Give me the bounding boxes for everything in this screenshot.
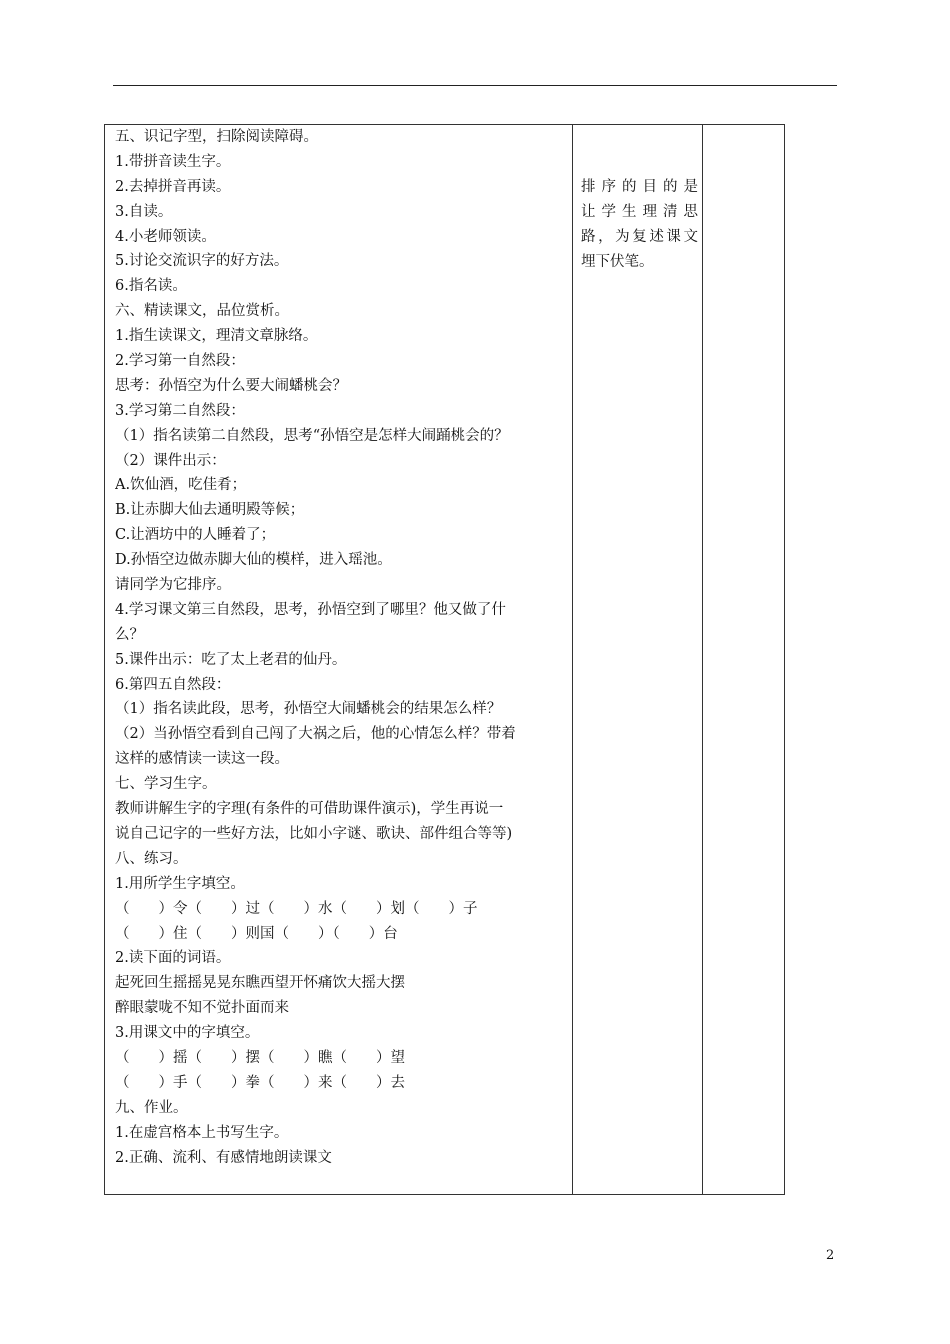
lesson-line: 2.学习第一自然段： (115, 353, 245, 370)
lesson-line: 醉眼蒙咙不知不觉扑面而来 (115, 1000, 289, 1017)
lesson-line: （ ）住（ ）则国（ ）（ ）台 (115, 925, 398, 942)
lesson-line: D.孙悟空边做赤脚大仙的模样，进入瑶池。 (115, 552, 392, 569)
lesson-line: （1）指名读第二自然段，思考“孙悟空是怎样大闹踊桃会的？ (115, 427, 509, 444)
lesson-line: 6.指名读。 (115, 278, 187, 295)
lesson-line: 六、精读课文，品位赏析。 (115, 303, 289, 320)
lesson-line: （ ）摇（ ）摆（ ）瞧（ ）望 (115, 1049, 405, 1066)
lesson-line: 4.学习课文第三自然段，思考，孙悟空到了哪里？他又做了什 (115, 601, 506, 618)
lesson-line: 八、练习。 (115, 850, 188, 867)
lesson-line: 教师讲解生字的字理(有条件的可借助课件演示)，学生再说一 (115, 801, 504, 818)
lesson-line: 思考：孙悟空为什么要大闹蟠桃会？ (115, 377, 347, 394)
lesson-line: 6.第四五自然段： (115, 676, 231, 693)
lesson-line: 3.自读。 (115, 203, 173, 220)
lesson-line: 4.小老师领读。 (115, 228, 216, 245)
lesson-line: 1.用所学生字填空。 (115, 875, 245, 892)
column-divider-notes (572, 125, 573, 1194)
lesson-line: C.让酒坊中的人睡着了； (115, 527, 276, 544)
lesson-line: 说自己记字的一些好方法，比如小字谜、歌诀、部件组合等等) (115, 825, 513, 842)
lesson-line: 九、作业。 (115, 1099, 188, 1116)
lesson-line: 五、识记字型，扫除阅读障碍。 (115, 129, 318, 145)
lesson-line: 5.课件出示：吃了太上老君的仙丹。 (115, 651, 347, 668)
lesson-line: 1.在虚宫格本上书写生字。 (115, 1124, 289, 1141)
lesson-line: （ ）令（ ）过（ ）水（ ）划（ ）子 (115, 900, 478, 917)
lesson-line: B.让赤脚大仙去通明殿等候； (115, 502, 305, 519)
note-line: 路，为复述课文 (581, 229, 698, 245)
lesson-line: 么？ (115, 626, 144, 643)
teaching-process-cell (115, 125, 569, 1170)
lesson-line: 2.正确、流利、有感情地朗读课文 (115, 1149, 332, 1166)
lesson-line: 3.学习第二自然段： (115, 402, 245, 419)
lesson-line: 2.读下面的词语。 (115, 950, 231, 967)
lesson-line: 3.用课文中的字填空。 (115, 1025, 260, 1042)
lesson-line: （2）课件出示： (115, 452, 226, 469)
lesson-line: （ ）手（ ）拳（ ）来（ ）去 (115, 1074, 405, 1091)
note-line: 埋下伏笔。 (581, 254, 654, 270)
lesson-line: （2）当孙悟空看到自己闯了大祸之后，他的心情怎么样？带着 (115, 726, 516, 743)
lesson-line: 请同学为它排序。 (115, 577, 231, 594)
lesson-line: A.饮仙酒，吃佳肴； (115, 477, 247, 494)
design-notes-cell (581, 175, 698, 275)
lesson-line: （1）指名读此段，思考，孙悟空大闹蟠桃会的结果怎么样？ (115, 701, 502, 718)
lesson-line: 5.讨论交流识字的好方法。 (115, 253, 289, 270)
lesson-line: 2.去掉拼音再读。 (115, 178, 231, 195)
lesson-plan-table (104, 124, 785, 1195)
column-divider-blank (702, 125, 703, 1194)
lesson-line: 起死回生摇摇晃晃东瞧西望开怀痛饮大摇大摆 (115, 975, 405, 992)
lesson-line: 这样的感情读一读这一段。 (115, 751, 289, 768)
note-line: 排序的目的是 (581, 179, 698, 195)
note-line: 让学生理清思 (581, 204, 698, 220)
lesson-line: 七、学习生字。 (115, 776, 217, 793)
lesson-line: 1.带拼音读生字。 (115, 153, 231, 170)
header-rule (113, 85, 837, 86)
lesson-line: 1.指生读课文，理清文章脉络。 (115, 328, 318, 345)
page-number: 2 (826, 1248, 835, 1263)
